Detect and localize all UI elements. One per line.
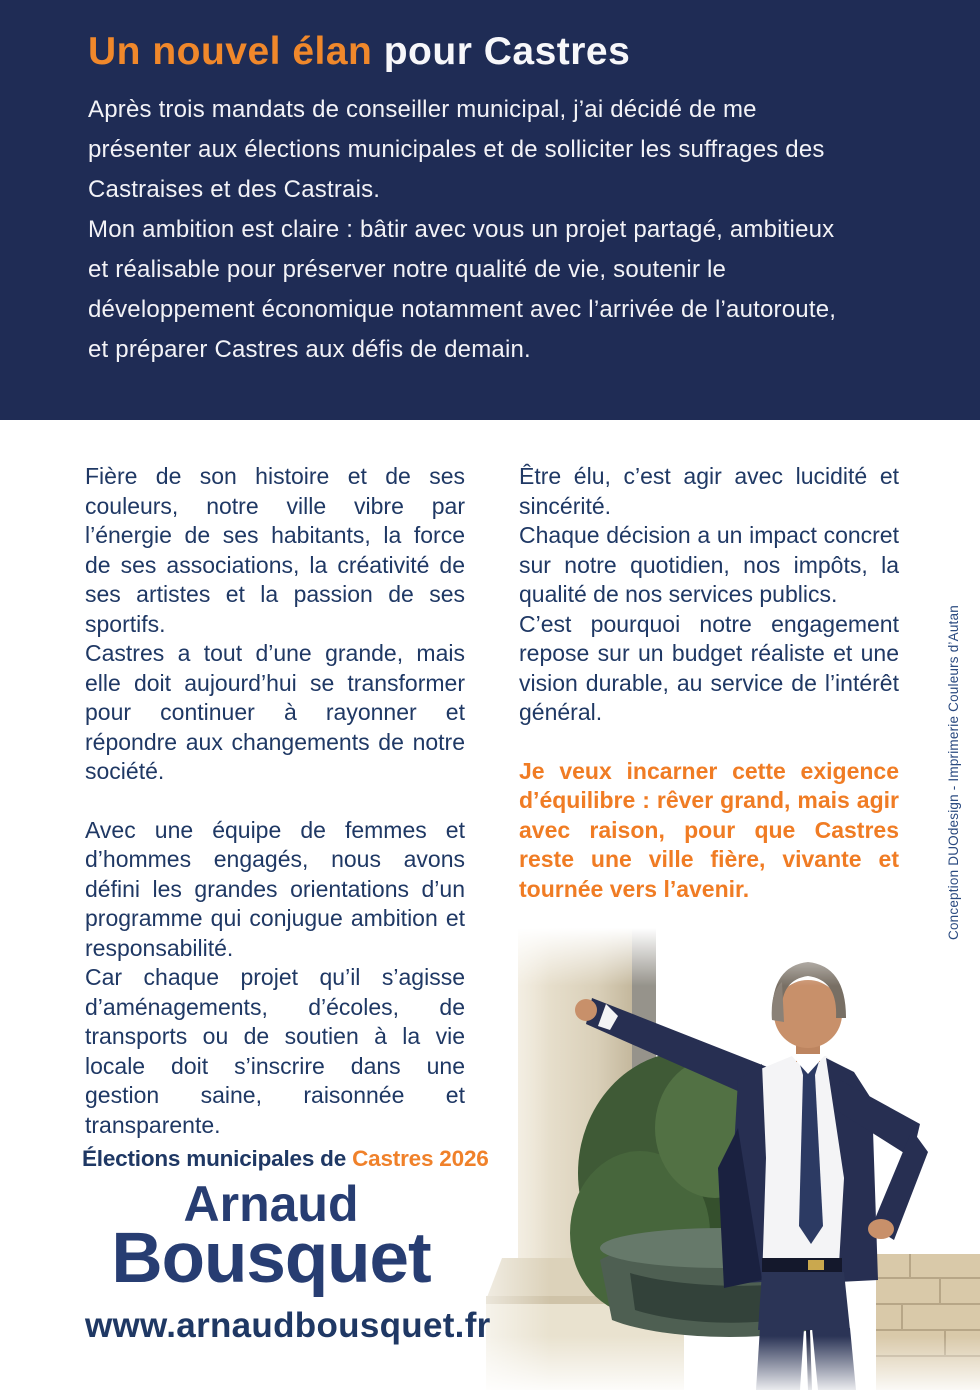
right-text-column [519,462,899,904]
hand-on-hip [868,1219,894,1239]
body-paragraph: Chaque décision a un impact concret sur notre quotidien, nos impôts, la qualité de nos services publics. [519,522,899,607]
header-text-line: Après trois mandats de conseiller municipal, j’ai décidé de me [88,96,757,123]
website-url: www.arnaudbousquet.fr [85,1306,491,1345]
candidate-photo [440,928,980,1390]
body-paragraph: Avec une équipe de femmes et d’hommes engagés, nous avons défini les grandes orientations d’un programme qui conjugue ambition et responsabilité. [85,816,465,961]
header-text-line: Castraises et des Castrais. [88,176,381,203]
header-text-line: présenter aux élections municipales et de solliciter les suffrages des [88,136,825,163]
title-highlight: Un nouvel élan [88,30,373,73]
header-text-line: développement économique notamment avec l’arrivée de l’autoroute, [88,296,837,323]
title-rest: pour Castres [383,30,631,73]
belt-buckle [808,1260,824,1270]
candidate-first-name: Arnaud [183,1176,359,1232]
body-paragraph: Fière de son histoire et de ses couleurs, notre ville vibre par l’énergie de ses habitants, la force de ses associations, la créativité de ses artistes et la passion de ses sportifs. [85,463,465,637]
belt [762,1258,842,1272]
election-line-highlight: Castres 2026 [352,1146,489,1171]
page-title [88,30,892,74]
election-line [82,1146,489,1172]
trousers-hips [758,1272,850,1330]
hair-side [772,982,784,1022]
body-paragraph: Car chaque projet qu’il s’agisse d’aménagements, d’écoles, de transports ou de soutien à la vie locale doit s’inscrire dans une gestion saine, raisonnée et transparente. [85,964,465,1138]
header-text-line: et réalisable pour préserver notre qualité de vie, soutenir le [88,256,727,283]
header-text-line: Mon ambition est claire : bâtir avec vous un projet partagé, ambitieux [88,216,835,243]
candidate-last-name: Bousquet [111,1219,431,1298]
election-line-prefix: Élections municipales de [82,1146,347,1171]
body-paragraph: Être élu, c’est agir avec lucidité et sincérité. [519,463,899,519]
candidate-logo [85,1176,457,1298]
body-paragraph: Castres a tout d’une grande, mais elle doit aujourd’hui se transformer pour continuer à rayonner et répondre aux changements de notre société. [85,640,465,784]
hand-on-column [575,999,597,1021]
highlight-paragraph: Je veux incarner cette exigence d’équilibre : rêver grand, mais agir avec raison, pour que Castres reste une ville fière, vivante et tournée vers l’avenir. [519,757,899,902]
print-credit: Conception DUOdesign - Imprimerie Couleurs d’Autan [946,605,961,940]
left-text-column [85,462,465,1140]
header-text-line: et préparer Castres aux défis de demain. [88,336,531,363]
body-paragraph: C’est pourquoi notre engagement repose sur un budget réaliste et une vision durable, au service de l’intérêt général. [519,610,899,725]
header-banner [0,0,980,420]
